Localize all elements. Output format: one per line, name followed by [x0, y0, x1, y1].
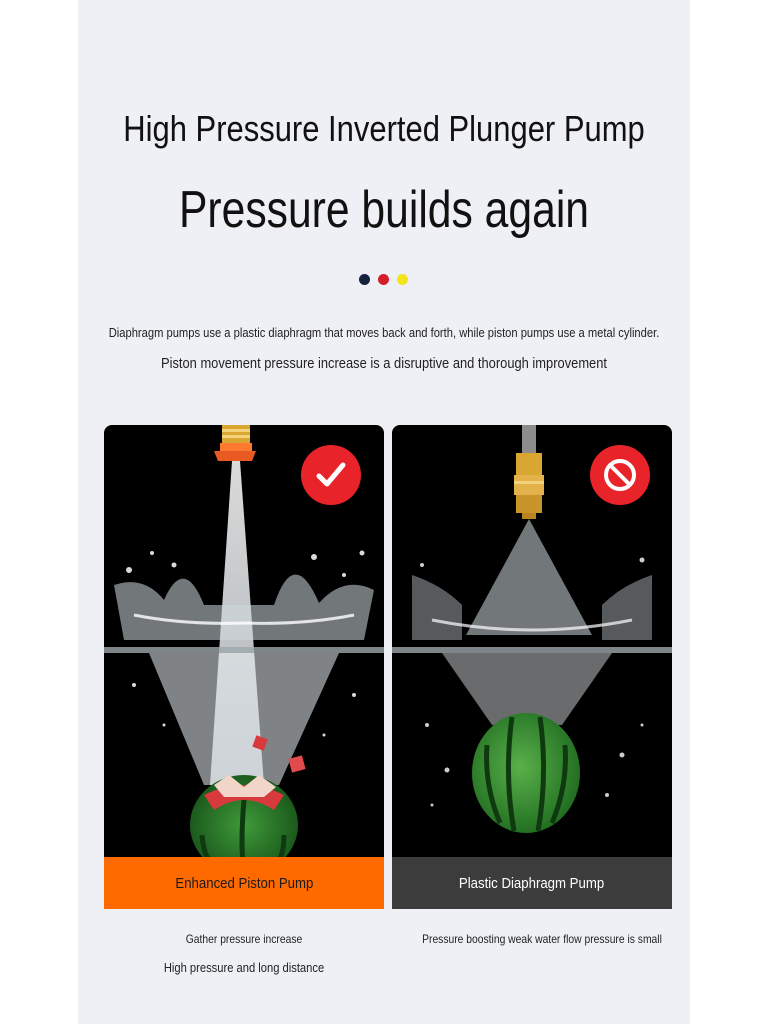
- piston-caption-2: High pressure and long distance: [163, 960, 325, 975]
- page-title: High Pressure Inverted Plunger Pump: [123, 108, 645, 149]
- dot-yellow: [397, 274, 408, 285]
- diaphragm-pump-illustration: [392, 425, 672, 909]
- diaphragm-pump-label: Plastic Diaphragm Pump: [392, 857, 672, 909]
- piston-pump-illustration: [104, 425, 384, 909]
- weak-spray: [466, 519, 592, 635]
- piston-caption-1: Gather pressure increase: [185, 932, 303, 946]
- dot-navy: [359, 274, 370, 285]
- diaphragm-pump-card: [392, 425, 672, 909]
- description-line-2: Piston movement pressure increase is a disruptive and thorough improvement: [161, 355, 607, 372]
- spray-wand: [522, 425, 536, 453]
- water-surface: [392, 647, 672, 653]
- underwater-cone: [149, 653, 339, 785]
- piston-pump-label: Enhanced Piston Pump: [104, 857, 384, 909]
- brass-fitting: [516, 453, 542, 475]
- diaphragm-caption-1: Pressure boosting weak water flow pressure is small: [422, 932, 662, 946]
- description-line-1: Diaphragm pumps use a plastic diaphragm that moves back and forth, while piston pumps use a metal cylinder.: [108, 325, 660, 340]
- prohibited-icon: [602, 457, 638, 493]
- nozzle-tip: [214, 451, 256, 461]
- checkmark-icon: [316, 460, 346, 490]
- dot-red: [378, 274, 389, 285]
- brass-fitting: [222, 425, 250, 443]
- page-subtitle: Pressure builds again: [178, 181, 590, 239]
- water-surface: [104, 647, 384, 653]
- piston-pump-card: [104, 425, 384, 909]
- decorative-dots: [359, 274, 419, 286]
